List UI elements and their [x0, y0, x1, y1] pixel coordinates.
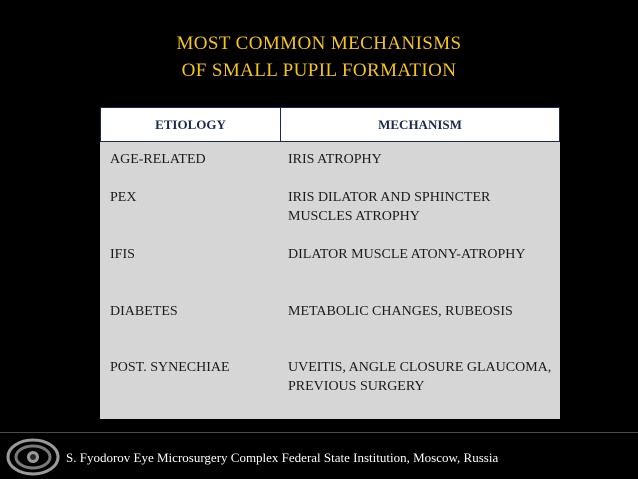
mechanism-cell: DILATOR MUSCLE ATONY-ATROPHY — [288, 247, 526, 262]
etiology-cell: IFIS — [110, 247, 135, 262]
mechanism-cell: METABOLIC CHANGES, RUBEOSIS — [288, 304, 513, 319]
slide-title-line2: OF SMALL PUPIL FORMATION — [181, 60, 457, 81]
mechanisms-table — [100, 107, 560, 419]
slide-title-line1: MOST COMMON MECHANISMS — [176, 33, 462, 54]
mechanism-cell: IRIS ATROPHY — [288, 152, 382, 167]
footer-divider — [0, 432, 638, 433]
eye-logo-icon — [6, 438, 60, 476]
mechanism-cell: IRIS DILATOR AND SPHINCTER MUSCLES ATROPHY — [288, 190, 491, 224]
column-header-mechanism: MECHANISM — [378, 117, 462, 132]
etiology-cell: DIABETES — [110, 304, 178, 319]
slide-title — [0, 30, 638, 84]
etiology-cell: POST. SYNECHIAE — [110, 360, 230, 375]
column-header-etiology: ETIOLOGY — [155, 117, 226, 132]
table-header — [100, 107, 560, 142]
etiology-cell: AGE-RELATED — [110, 152, 206, 167]
etiology-cell: PEX — [110, 190, 137, 205]
footer-institution-text: S. Fyodorov Eye Microsurgery Complex Federal State Institution, Moscow, Russia — [66, 450, 499, 465]
mechanism-cell: UVEITIS, ANGLE CLOSURE GLAUCOMA, PREVIOUS SURGERY — [288, 360, 552, 394]
